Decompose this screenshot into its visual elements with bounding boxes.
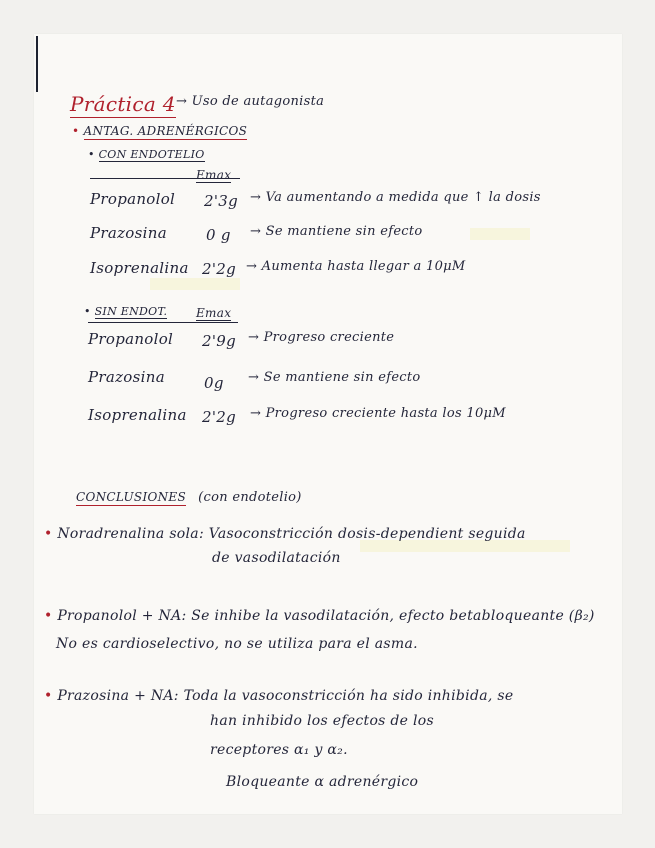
page-title: Práctica 4: [70, 92, 176, 116]
conclusion-item: [44, 526, 526, 542]
con-endotelio-heading-text: CON ENDOTELIO: [98, 148, 205, 161]
drug-name: Isoprenalina: [90, 259, 189, 277]
emax-value: 2'3g: [204, 192, 239, 210]
conclusion-item: [44, 688, 513, 704]
emax-value: 0g: [204, 374, 224, 392]
drug-note: → Progreso creciente hasta los 10μM: [250, 406, 506, 421]
drug-note: → Progreso creciente: [248, 330, 395, 345]
bullet-dot: •: [88, 148, 95, 161]
conclusion-line: Se inhibe la vasodilatación, efecto betabloqueante (β₂): [191, 608, 595, 624]
highlight-mark: [150, 278, 240, 290]
conclusion-item: [44, 608, 595, 624]
emax-column-header-text: Emax: [196, 306, 232, 320]
emax-value: 2'2g: [202, 260, 237, 278]
conclusion-line: Bloqueante α adrenérgico: [226, 774, 419, 790]
drug-name: Propanolol: [90, 190, 176, 208]
emax-value: 0 g: [206, 226, 231, 244]
conclusion-line: Toda la vasoconstricción ha sido inhibida, se: [183, 688, 514, 704]
conclusions-qualifier: (con endotelio): [198, 490, 302, 505]
drug-name: Prazosina: [90, 224, 167, 242]
section-heading-text: ANTAG. ADRENÉRGICOS: [83, 124, 248, 138]
page-edge-mark: [36, 36, 38, 92]
conclusion-line: Vasoconstricción dosis-dependient seguida: [208, 526, 526, 542]
highlight-mark: [470, 228, 530, 240]
emax-value: 2'9g: [202, 332, 237, 350]
sin-endotelio-heading: [84, 305, 167, 318]
conclusions-heading: [76, 490, 302, 505]
sin-endotelio-heading-text: SIN ENDOT.: [94, 305, 168, 318]
bullet-dot: •: [44, 526, 53, 542]
conclusion-line: de vasodilatación: [212, 550, 341, 566]
bullet-dot: •: [84, 305, 91, 318]
drug-note: → Aumenta hasta llegar a 10μM: [246, 259, 466, 274]
emax-value: 2'2g: [202, 408, 237, 426]
bullet-dot: •: [44, 608, 53, 624]
page-subtitle: → Uso de autagonista: [176, 94, 325, 109]
drug-name: Prazosina: [88, 368, 165, 386]
conclusion-line: han inhibido los efectos de los: [210, 713, 435, 729]
emax-column-header: [196, 306, 231, 320]
con-endotelio-heading: [88, 148, 205, 161]
drug-note: → Va aumentando a medida que ↑ la dosis: [250, 190, 541, 205]
drug-name: Isoprenalina: [88, 406, 187, 424]
emax-column-header: [196, 168, 231, 182]
conclusion-line: receptores α₁ y α₂.: [210, 742, 348, 758]
table-rule: [88, 322, 238, 323]
drug-name: Propanolol: [88, 330, 174, 348]
bullet-dot: •: [72, 124, 80, 138]
conclusions-heading-text: CONCLUSIONES: [76, 490, 187, 504]
conclusion-line: No es cardioselectivo, no se utiliza para el asma.: [56, 636, 418, 652]
drug-note: → Se mantiene sin efecto: [250, 224, 423, 239]
bullet-dot: •: [44, 688, 53, 704]
conclusion-label: Propanolol + NA:: [57, 608, 187, 624]
conclusion-label: Noradrenalina sola:: [57, 526, 204, 542]
section-heading: [72, 124, 247, 138]
conclusion-label: Prazosina + NA:: [57, 688, 179, 704]
drug-note: → Se mantiene sin efecto: [248, 370, 421, 385]
emax-column-header-text: Emax: [196, 168, 232, 182]
